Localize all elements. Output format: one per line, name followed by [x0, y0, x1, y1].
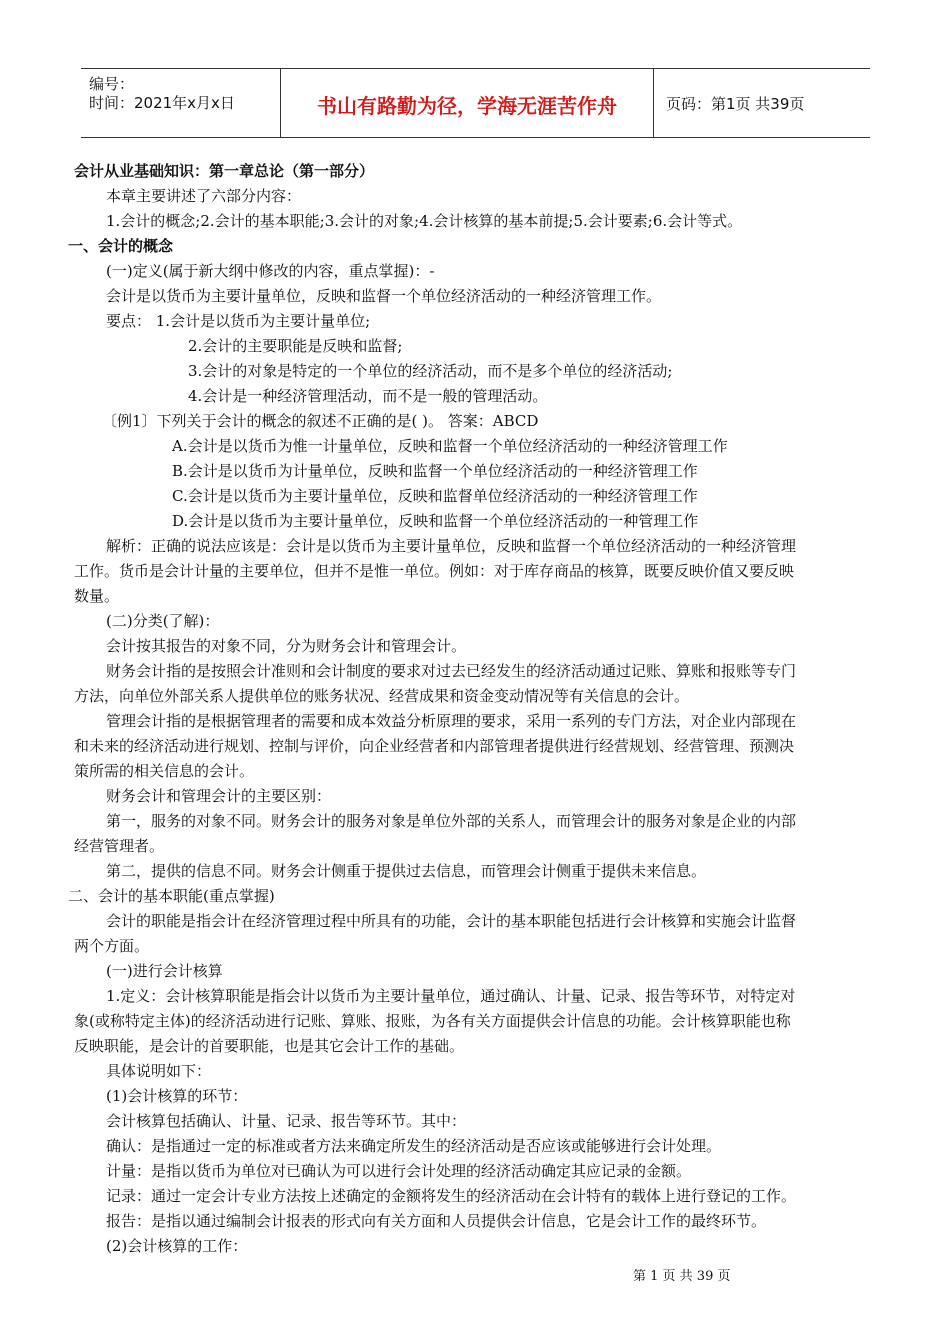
answer-option: C.会计是以货币为主要计量单位，反映和监督单位经济活动的一种经济管理工作 [172, 487, 698, 505]
paragraph-line: 财务会计指的是按照会计准则和会计制度的要求对过去已经发生的经济活动通过记账、算账和报账等专门 [106, 662, 797, 680]
document-number-label: 编号： [89, 75, 135, 93]
paragraph-line: 1.定义：会计核算职能是指会计以货币为主要计量单位，通过确认、计量、记录、报告等环节，对特定对 [106, 987, 796, 1005]
paragraph-line: 工作。货币是会计计量的主要单位，但并不是惟一单位。例如：对于库存商品的核算，既要反映价值又要反映 [74, 562, 795, 580]
paragraph-line: 记录：通过一定会计专业方法按上述确定的金额将发生的经济活动在会计特有的载体上进行登记的工作。 [106, 1187, 797, 1205]
paragraph-line: 确认：是指通过一定的标准或者方法来确定所发生的经济活动是否应该或能够进行会计处理。 [106, 1137, 722, 1155]
paragraph-line: (一)进行会计核算 [106, 962, 223, 980]
example-question: 〔例1〕下列关于会计的概念的叙述不正确的是( )。 答案：ABCD [102, 412, 539, 430]
paragraph-line: 策所需的相关信息的会计。 [74, 762, 255, 780]
paragraph-line: 会计按其报告的对象不同，分为财务会计和管理会计。 [106, 637, 467, 655]
paragraph-line: (一)定义(属于新大纲中修改的内容，重点掌握)：- [106, 262, 435, 280]
paragraph-line: (二)分类(了解)： [106, 612, 220, 630]
paragraph-line: 财务会计和管理会计的主要区别： [106, 787, 332, 805]
paragraph-line: 和未来的经济活动进行规划、控制与评价，向企业经营者和内部管理者提供进行经营规划、经营管理、预测决 [74, 737, 795, 755]
paragraph-line: 会计核算包括确认、计量、记录、报告等环节。其中： [106, 1112, 467, 1130]
paragraph-line: 2.会计的主要职能是反映和监督; [188, 337, 403, 355]
header-meta-cell [81, 69, 281, 137]
header-page-cell [654, 69, 870, 137]
paragraph-line: 计量：是指以货币为单位对已确认为可以进行会计处理的经济活动确定其应记录的金额。 [106, 1162, 692, 1180]
paragraph-line: 第二，提供的信息不同。财务会计侧重于提供过去信息，而管理会计侧重于提供未来信息。 [106, 862, 707, 880]
paragraph-line: 报告：是指以通过编制会计报表的形式向有关方面和人员提供会计信息，它是会计工作的最终环节。 [106, 1212, 767, 1230]
paragraph-line: (2)会计核算的工作： [106, 1237, 248, 1255]
chapter-title: 会计从业基础知识：第一章总论（第一部分） [74, 162, 375, 180]
section-heading: 二、会计的基本职能(重点掌握) [68, 887, 275, 905]
header-page-info: 页码：第1页 共39页 [666, 95, 805, 113]
paragraph-line: 第一，服务的对象不同。财务会计的服务对象是单位外部的关系人，而管理会计的服务对象是企业的内部 [106, 812, 797, 830]
paragraph-line: 3.会计的对象是特定的一个单位的经济活动，而不是多个单位的经济活动; [188, 362, 673, 380]
paragraph-line: 象(或称特定主体)的经济活动进行记账、算账、报账，为各有关方面提供会计信息的功能。会计核算职能也称 [74, 1012, 791, 1030]
answer-option: D.会计是以货币为主要计量单位，反映和监督一个单位经济活动的一种管理工作 [172, 512, 699, 530]
paragraph-line: 本章主要讲述了六部分内容： [106, 187, 302, 205]
answer-option: A.会计是以货币为惟一计量单位，反映和监督一个单位经济活动的一种经济管理工作 [172, 437, 728, 455]
paragraph-line: 管理会计指的是根据管理者的需要和成本效益分析原理的要求，采用一系列的专门方法，对企业内部现在 [106, 712, 797, 730]
answer-option: B.会计是以货币为计量单位，反映和监督一个单位经济活动的一种经济管理工作 [172, 462, 698, 480]
paragraph-line: 反映职能，是会计的首要职能，也是其它会计工作的基础。 [74, 1037, 465, 1055]
paragraph-line: 会计的职能是指会计在经济管理过程中所具有的功能，会计的基本职能包括进行会计核算和实施会计监督 [106, 912, 797, 930]
paragraph-line: 具体说明如下： [106, 1062, 212, 1080]
paragraph-line: 两个方面。 [74, 937, 150, 955]
paragraph-line: 解析：正确的说法应该是：会计是以货币为主要计量单位，反映和监督一个单位经济活动的一种经济管理 [106, 537, 797, 555]
paragraph-line: 4.会计是一种经济管理活动，而不是一般的管理活动。 [188, 387, 548, 405]
header-motto-cell [281, 69, 654, 137]
paragraph-line: 经营管理者。 [74, 837, 165, 855]
header-motto: 书山有路勤为径，学海无涯苦作舟 [317, 94, 617, 118]
paragraph-line: 方法，向单位外部关系人提供单位的账务状况、经营成果和资金变动情况等有关信息的会计。 [74, 687, 690, 705]
section-heading: 一、会计的概念 [68, 237, 174, 255]
paragraph-line: 1.会计的概念;2.会计的基本职能;3.会计的对象;4.会计核算的基本前提;5.会计要素;6.会计等式。 [106, 212, 743, 230]
paragraph-line: (1)会计核算的环节： [106, 1087, 248, 1105]
paragraph-line: 数量。 [74, 587, 120, 605]
paragraph-line: 要点： 1.会计是以货币为主要计量单位; [106, 312, 371, 330]
page-footer: 第 1 页 共 39 页 [633, 1269, 731, 1284]
document-time-label: 时间：2021年x月x日 [89, 94, 235, 112]
paragraph-line: 会计是以货币为主要计量单位，反映和监督一个单位经济活动的一种经济管理工作。 [106, 287, 662, 305]
document-header [81, 68, 870, 138]
